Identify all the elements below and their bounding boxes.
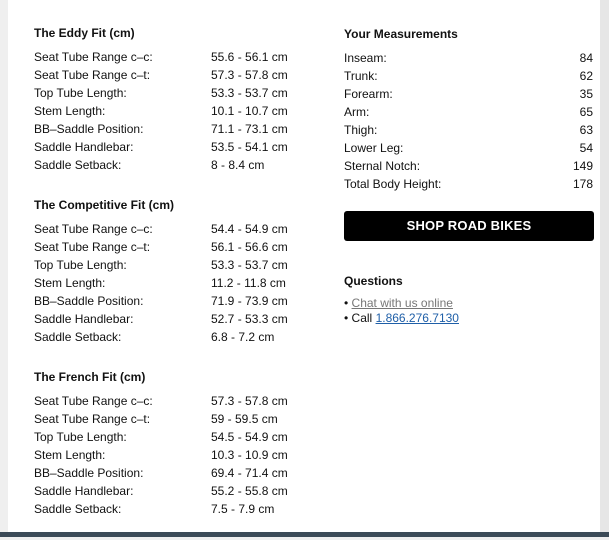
footer-bar: [0, 532, 609, 537]
fit-row-value: 10.3 - 10.9 cm: [211, 448, 288, 462]
measurement-row: [344, 139, 594, 157]
fit-row: [34, 410, 324, 428]
fit-row-value: 11.2 - 11.8 cm: [211, 276, 286, 290]
fit-row-value: 57.3 - 57.8 cm: [211, 68, 288, 82]
questions-title: Questions: [344, 274, 403, 288]
fit-row-label: Stem Length:: [34, 276, 106, 290]
fit-row-value: 55.2 - 55.8 cm: [211, 484, 288, 498]
measurement-row: [344, 67, 594, 85]
measurement-value: 65: [579, 105, 593, 119]
fit-row-value: 57.3 - 57.8 cm: [211, 394, 288, 408]
measurement-label: Arm:: [344, 105, 370, 119]
measurements-column: [344, 25, 594, 326]
chat-online-link[interactable]: Chat with us online: [351, 296, 453, 310]
measurement-label: Sternal Notch:: [344, 159, 421, 173]
fit-row-label: Seat Tube Range c–t:: [34, 412, 151, 426]
call-prefix: Call: [351, 311, 373, 325]
fit-row-label: BB–Saddle Position:: [34, 294, 144, 308]
fit-row: [34, 446, 324, 464]
fit-row-label: Seat Tube Range c–c:: [34, 222, 153, 236]
bullet: •: [344, 311, 349, 325]
fit-row: [34, 292, 324, 310]
fit-row-label: Saddle Setback:: [34, 158, 122, 172]
measurement-label: Total Body Height:: [344, 177, 442, 191]
right-margin: [600, 0, 609, 532]
shop-road-bikes-button[interactable]: SHOP ROAD BIKES: [344, 211, 594, 241]
fit-row-label: Top Tube Length:: [34, 430, 127, 444]
fit-row-label: Seat Tube Range c–c:: [34, 50, 153, 64]
measurement-row: [344, 103, 594, 121]
fit-row-value: 6.8 - 7.2 cm: [211, 330, 275, 344]
fit-row-label: Stem Length:: [34, 448, 106, 462]
fit-row: [34, 392, 324, 410]
fit-row: [34, 256, 324, 274]
measurement-row: [344, 49, 594, 67]
fit-row-label: Top Tube Length:: [34, 86, 127, 100]
fit-row-value: 55.6 - 56.1 cm: [211, 50, 288, 64]
eddy-fit-title: The Eddy Fit (cm): [34, 26, 135, 40]
measurement-row: [344, 157, 594, 175]
fit-row: [34, 84, 324, 102]
competitive-fit-title: The Competitive Fit (cm): [34, 198, 175, 212]
measurement-row: [344, 121, 594, 139]
chat-item: [344, 296, 594, 311]
fit-row-value: 71.1 - 73.1 cm: [211, 122, 288, 136]
fit-row-value: 69.4 - 71.4 cm: [211, 466, 288, 480]
fit-row: [34, 464, 324, 482]
measurement-label: Forearm:: [344, 87, 393, 101]
fit-row-label: Stem Length:: [34, 104, 106, 118]
fit-row-label: Saddle Handlebar:: [34, 140, 134, 154]
measurement-label: Lower Leg:: [344, 141, 404, 155]
bullet: •: [344, 296, 349, 310]
fit-row-value: 59 - 59.5 cm: [211, 412, 278, 426]
fit-results-column: [34, 24, 324, 540]
fit-row-label: Saddle Handlebar:: [34, 312, 134, 326]
fit-row-value: 53.3 - 53.7 cm: [211, 86, 288, 100]
measurement-value: 54: [579, 141, 593, 155]
fit-row-value: 71.9 - 73.9 cm: [211, 294, 288, 308]
measurements-title: Your Measurements: [344, 27, 458, 41]
measurement-value: 178: [572, 177, 593, 191]
competitive-fit-section: [34, 196, 324, 346]
fit-row: [34, 220, 324, 238]
fit-row-label: Seat Tube Range c–c:: [34, 394, 153, 408]
fit-row-label: Seat Tube Range c–t:: [34, 68, 151, 82]
measurement-value: 84: [579, 51, 593, 65]
fit-row: [34, 274, 324, 292]
fit-row-label: Saddle Setback:: [34, 502, 122, 516]
fit-row: [34, 310, 324, 328]
fit-row-value: 54.5 - 54.9 cm: [211, 430, 288, 444]
fit-row: [34, 66, 324, 84]
measurement-value: 63: [579, 123, 593, 137]
fit-row: [34, 428, 324, 446]
measurement-value: 35: [579, 87, 593, 101]
fit-row-label: Saddle Setback:: [34, 330, 122, 344]
fit-row: [34, 156, 324, 174]
fit-row: [34, 48, 324, 66]
fit-row-value: 8 - 8.4 cm: [211, 158, 265, 172]
fit-row: [34, 138, 324, 156]
fit-row: [34, 482, 324, 500]
fit-row: [34, 328, 324, 346]
french-fit-title: The French Fit (cm): [34, 370, 146, 384]
fit-row-label: BB–Saddle Position:: [34, 122, 144, 136]
phone-link[interactable]: 1.866.276.7130: [375, 311, 459, 325]
fit-row-label: Saddle Handlebar:: [34, 484, 134, 498]
measurement-label: Trunk:: [344, 69, 378, 83]
measurement-row: [344, 85, 594, 103]
fit-row-value: 56.1 - 56.6 cm: [211, 240, 288, 254]
fit-row-value: 53.5 - 54.1 cm: [211, 140, 288, 154]
fit-row-value: 53.3 - 53.7 cm: [211, 258, 288, 272]
fit-row: [34, 238, 324, 256]
eddy-fit-section: [34, 24, 324, 174]
fit-row-value: 10.1 - 10.7 cm: [211, 104, 288, 118]
measurement-label: Thigh:: [344, 123, 378, 137]
french-fit-section: [34, 368, 324, 518]
fit-row-label: BB–Saddle Position:: [34, 466, 144, 480]
fit-row: [34, 120, 324, 138]
content-panel: [8, 0, 600, 532]
measurement-label: Inseam:: [344, 51, 387, 65]
measurement-value: 62: [579, 69, 593, 83]
fit-row-value: 52.7 - 53.3 cm: [211, 312, 288, 326]
fit-row-label: Seat Tube Range c–t:: [34, 240, 151, 254]
fit-row: [34, 102, 324, 120]
measurement-row: [344, 175, 594, 193]
fit-row-value: 54.4 - 54.9 cm: [211, 222, 288, 236]
fit-row-value: 7.5 - 7.9 cm: [211, 502, 275, 516]
measurement-value: 149: [572, 159, 593, 173]
fit-row: [34, 500, 324, 518]
call-item: [344, 311, 594, 326]
fit-row-label: Top Tube Length:: [34, 258, 127, 272]
